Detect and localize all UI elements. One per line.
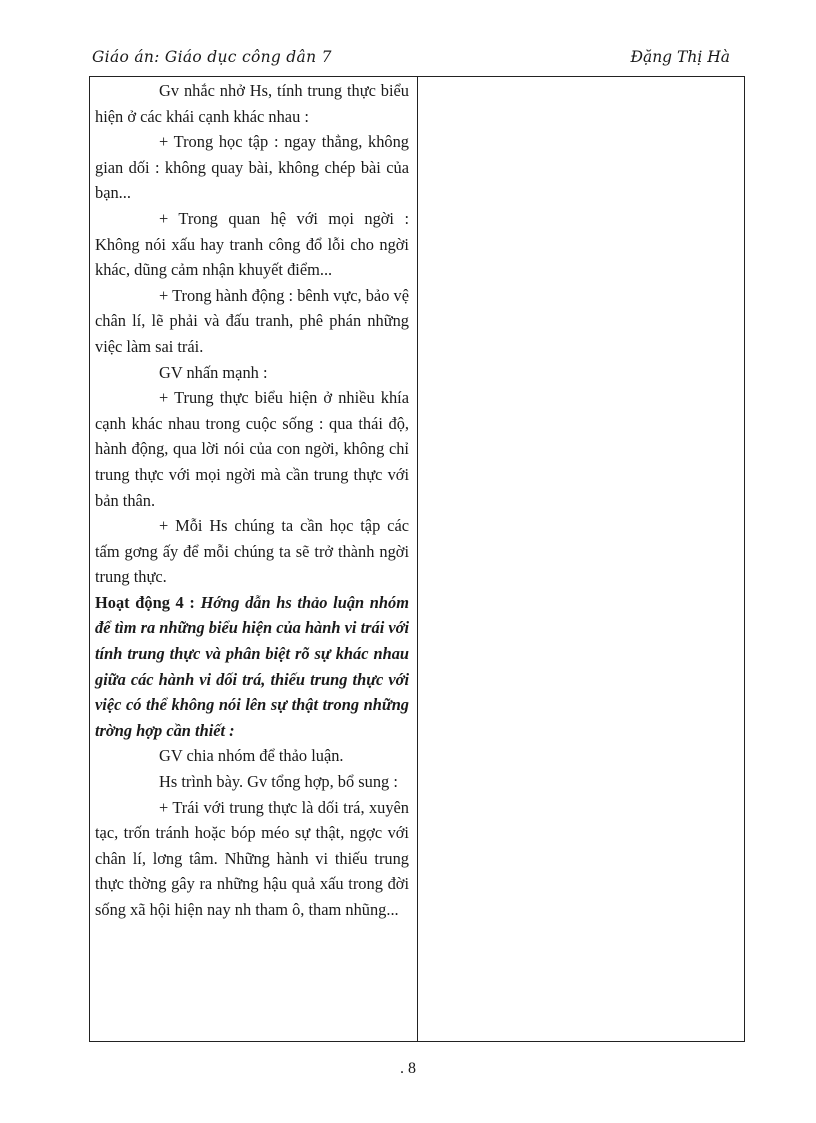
paragraph: GV nhấn mạnh : — [159, 362, 268, 382]
paragraph: + Trung thực biểu hiện ở nhiều khía cạnh khác nhau trong cuộc sống : qua thái độ, hành động, qua lời nói của con ngời, không chỉ trung thực với mọi ngời mà cần trung thực với bản thân. — [95, 388, 409, 510]
paragraph: + Trái với trung thực là dối trá, xuyên tạc, trốn tránh hoặc bóp méo sự thật, ngợc với chân lí, lơng tâm. Những hành vi thiếu trung thực thờng gây ra những hậu quả xấu trong đời sống xã hội hiện nay nh tham ô, tham nhũng... — [95, 797, 409, 919]
header-course-title: Giáo án: Giáo dục công dân 7 — [92, 48, 332, 66]
activity-title: Hớng dẫn hs thảo luận nhóm để tìm ra những biểu hiện của hành vi trái với tính trung thực và phân biệt rõ sự khác nhau giữa các hành vi dối trá, thiếu trung thực với việc có thể không nói lên sự thật trong những trờng hợp cần thiết : — [95, 592, 409, 740]
page-number: . 8 — [400, 1060, 416, 1077]
header-author: Đặng Thị Hà — [630, 48, 730, 66]
paragraph: GV chia nhóm để thảo luận. — [159, 746, 344, 766]
paragraph: + Trong quan hệ với mọi ngời : Không nói xấu hay tranh công đổ lỗi cho ngời khác, dũng cảm nhận khuyết điểm... — [95, 208, 409, 280]
paragraph: + Mỗi Hs chúng ta cần học tập các tấm gơng ấy để mỗi chúng ta sẽ trở thành ngời trung thực. — [95, 516, 409, 587]
paragraph: + Trong hành động : bênh vực, bảo vệ chân lí, lẽ phải và đấu tranh, phê phán những việc làm sai trái. — [95, 285, 409, 356]
page-header — [92, 46, 742, 76]
left-column-content — [95, 78, 409, 923]
paragraph: Hs trình bày. Gv tổng hợp, bổ sung : — [159, 772, 398, 792]
activity-label: Hoạt động 4 : — [95, 592, 195, 612]
activity-heading — [95, 590, 409, 744]
column-divider — [417, 76, 418, 1042]
paragraph: + Trong học tập : ngay thẳng, không gian dối : không quay bài, không chép bài của bạn... — [95, 132, 409, 203]
paragraph: Gv nhắc nhở Hs, tính trung thực biểu hiện ở các khái cạnh khác nhau : — [95, 81, 409, 126]
